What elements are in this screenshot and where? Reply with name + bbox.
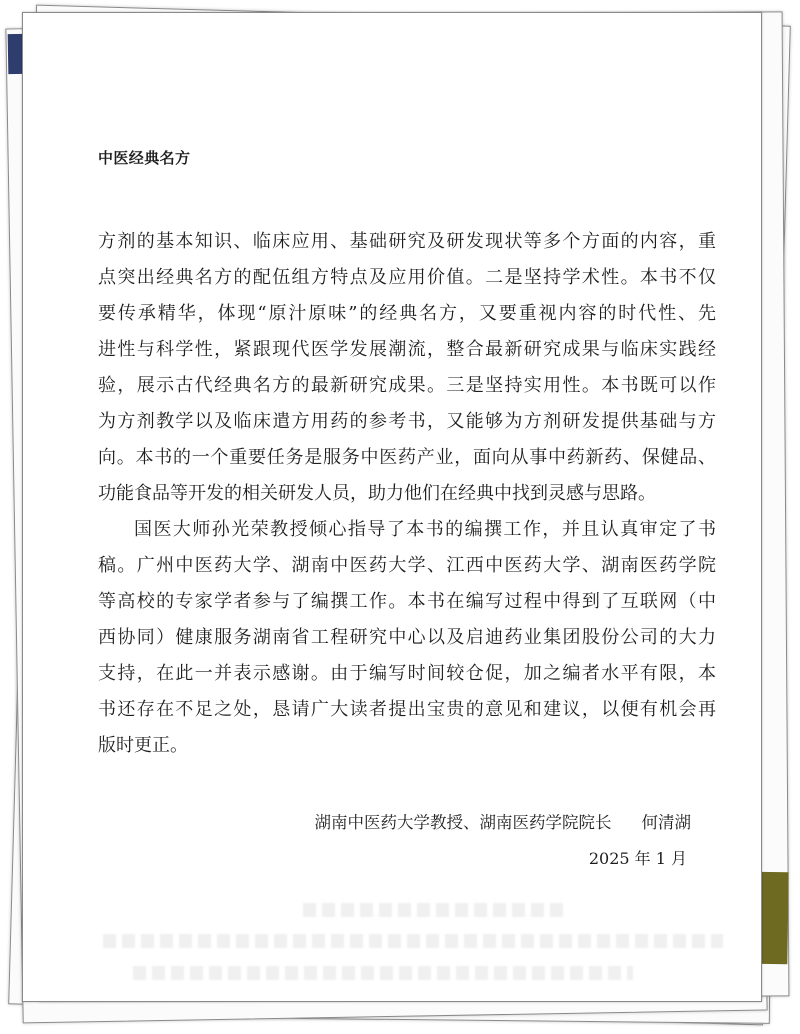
text-line: 书还存在不足之处，恳请广大读者提出宝贵的意见和建议，以便有机会再	[98, 699, 716, 720]
signature-name: 何清湖	[641, 813, 691, 832]
text-line: 方剂的基本知识、临床应用、基础研究及研发现状等多个方面的内容，重	[98, 231, 716, 252]
text-line: 支持，在此一并表示感谢。由于编写时间较仓促，加之编者水平有限，本	[98, 663, 716, 684]
text-line: 向。本书的一个重要任务是服务中医药产业，面向从事中药新药、保健品、	[98, 447, 716, 468]
text-line: 进性与科学性，紧跟现代医学发展潮流，整合最新研究成果与临床实践经	[98, 339, 716, 360]
signature-date: 2025 年 1 月	[588, 849, 687, 868]
book-page	[22, 12, 762, 1002]
text-line: 为方剂教学以及临床遣方用药的参考书，又能够为方剂研发提供基础与方	[98, 411, 716, 432]
paragraph	[98, 512, 716, 764]
paragraph	[98, 224, 716, 512]
text-line: 稿。广州中医药大学、湖南中医药大学、江西中医药大学、湖南医药学院	[98, 555, 716, 576]
show-through-text	[103, 934, 723, 948]
text-line: 要传承精华，体现“原汁原味”的经典名方，又要重视内容的时代性、先	[98, 303, 716, 324]
signature-block	[315, 811, 692, 835]
text-line: 功能食品等开发的相关研发人员，助力他们在经典中找到灵感与思路。	[98, 483, 656, 504]
book-cover-edge	[759, 872, 788, 964]
text-line: 西协同）健康服务湖南省工程研究中心以及启迪药业集团股份公司的大力	[98, 627, 716, 648]
signature-affiliation: 湖南中医药大学教授、湖南医药学院院长	[314, 813, 612, 832]
text-line: 验，展示古代经典名方的最新研究成果。三是坚持实用性。本书既可以作	[98, 375, 716, 396]
text-line: 国医大师孙光荣教授倾心指导了本书的编撰工作，并且认真审定了书	[134, 519, 716, 540]
body-text	[98, 224, 716, 764]
text-line: 点突出经典名方的配伍组方特点及应用价值。二是坚持学术性。本书不仅	[98, 267, 716, 288]
text-line: 版时更正。	[98, 735, 188, 756]
running-header: 中医经典名方	[98, 149, 191, 167]
show-through-text	[133, 966, 633, 980]
show-through-text	[303, 903, 563, 917]
text-line: 等高校的专家学者参与了编撰工作。本书在编写过程中得到了互联网（中	[98, 591, 716, 612]
